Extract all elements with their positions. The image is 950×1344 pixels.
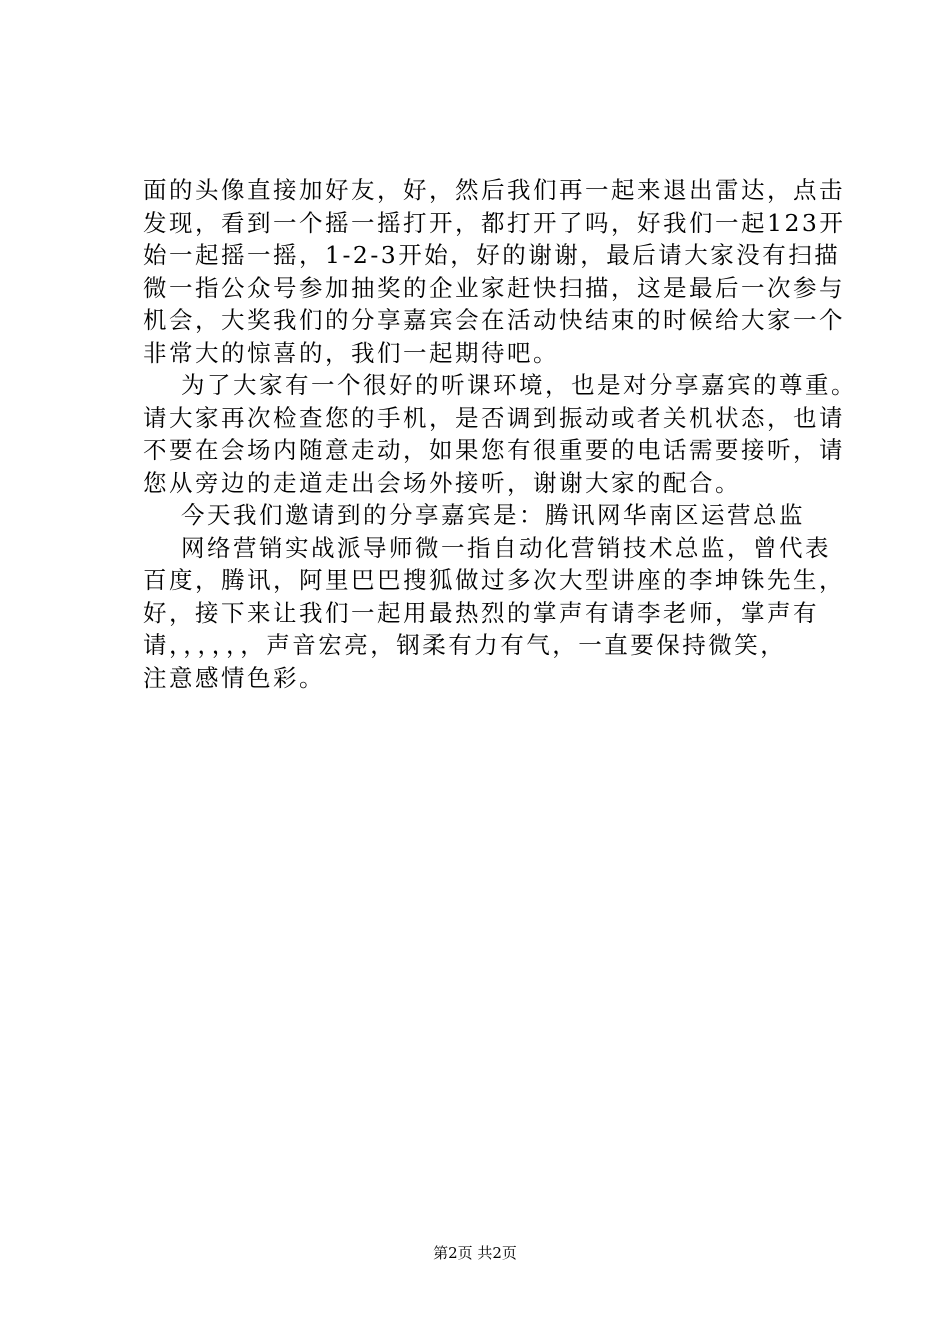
paragraph-start-line: 网络营销实战派导师微一指自动化营销技术总监，曾代表 <box>181 533 831 562</box>
page-number-footer: 第2页 共2页 <box>433 1244 517 1262</box>
text-line: 微一指公众号参加抽奖的企业家赶快扫描，这是最后一次参与 <box>143 273 845 302</box>
text-line: 您从旁边的走道走出会场外接听，谢谢大家的配合。 <box>143 468 741 497</box>
paragraph-start-line: 今天我们邀请到的分享嘉宾是：腾讯网华南区运营总监 <box>181 501 805 529</box>
text-line: 百度，腾讯，阿里巴巴搜狐做过多次大型讲座的李坤铢先生， <box>143 566 845 594</box>
text-line: 面的头像直接加好友，好，然后我们再一起来退出雷达，点击 <box>143 176 845 204</box>
text-line: 请大家再次检查您的手机，是否调到振动或者关机状态，也请 <box>143 403 845 432</box>
text-line: 发现，看到一个摇一摇打开，都打开了吗，好我们一起123开 <box>143 208 846 237</box>
text-line: 不要在会场内随意走动，如果您有很重要的电话需要接听，请 <box>143 436 845 464</box>
text-line: 注意感情色彩。 <box>143 663 325 692</box>
text-line: 请，，，，，，声音宏亮，钢柔有力有气，一直要保持微笑， <box>143 631 787 659</box>
text-line: 非常大的惊喜的，我们一起期待吧。 <box>143 338 559 367</box>
text-line: 机会，大奖我们的分享嘉宾会在活动快结束的时候给大家一个 <box>143 306 845 334</box>
body-text <box>143 174 857 694</box>
paragraph-start-line: 为了大家有一个很好的听课环境，也是对分享嘉宾的尊重。 <box>181 371 857 399</box>
text-line: 好，接下来让我们一起用最热烈的掌声有请李老师，掌声有 <box>143 598 819 627</box>
text-line: 始一起摇一摇，1-2-3开始，好的谢谢，最后请大家没有扫描 <box>143 241 841 269</box>
